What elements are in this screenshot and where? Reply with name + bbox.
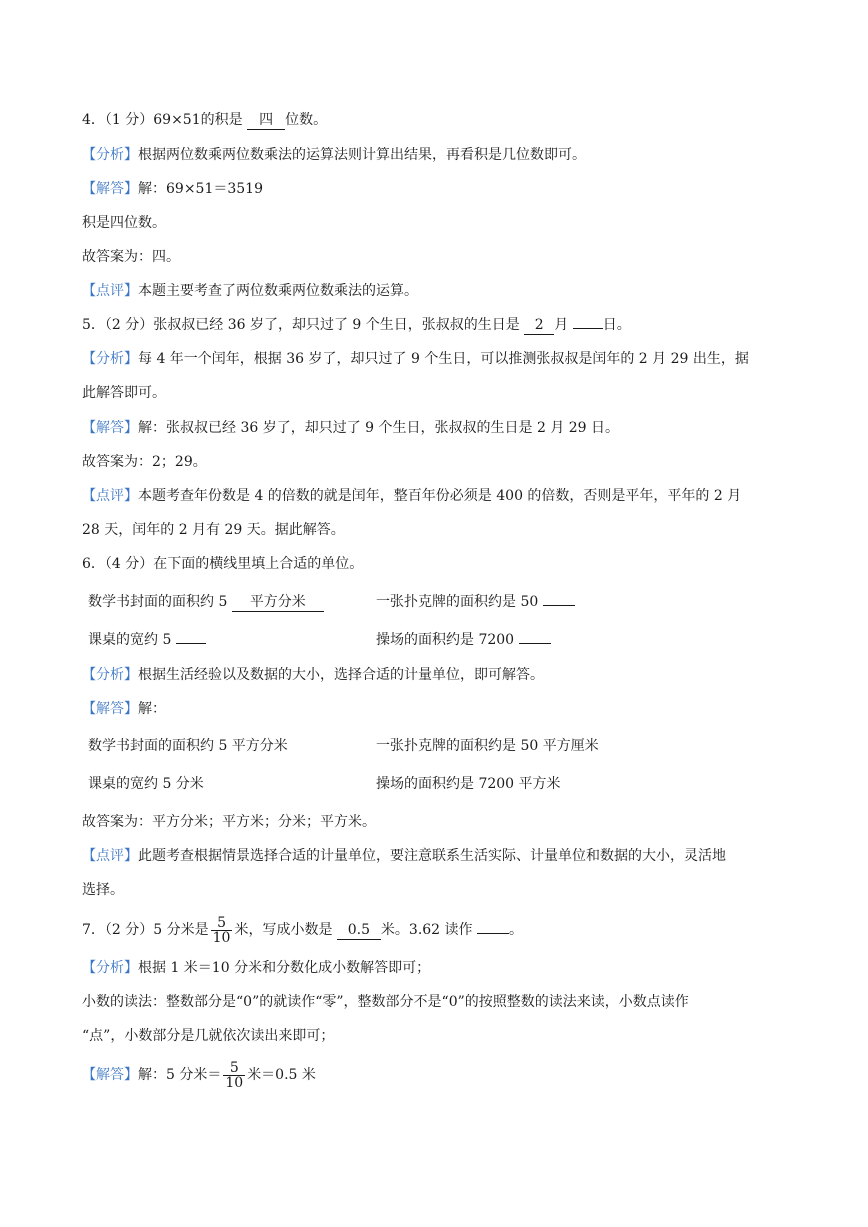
q5-analysis-line2: 此解答即可。 <box>82 385 166 401</box>
q4-solution: 【解答】解：69×51＝3519 <box>82 181 263 197</box>
q4-solution-line2: 积是四位数。 <box>82 215 166 231</box>
q6-sol-row1-right: 一张扑克牌的面积约是 50 平方厘米 <box>376 738 599 754</box>
q6-blank-book: 平方分米 <box>232 593 324 612</box>
q4-analysis: 【分析】根据两位数乘两位数乘法的运算法则计算出结果，再看积是几位数即可。 <box>82 147 586 163</box>
q6-comment-line2: 选择。 <box>82 882 124 898</box>
q6-sol-row2-right: 操场的面积约是 7200 平方米 <box>376 776 561 792</box>
q6-answer: 故答案为：平方分米；平方米；分米；平方米。 <box>82 814 376 830</box>
q6-solution: 【解答】解： <box>82 701 166 717</box>
q6-sol-row2-left: 课桌的宽约 5 分米 <box>88 776 204 792</box>
q6-blank-card <box>543 605 575 606</box>
q6-blank-field <box>519 643 551 644</box>
q4-answer: 故答案为：四。 <box>82 249 180 265</box>
q5-answer: 故答案为：2；29。 <box>82 454 207 470</box>
q5-blank-day <box>573 328 603 329</box>
q4-answer-blank: 四 <box>247 111 285 130</box>
q6-analysis: 【分析】根据生活经验以及数据的大小，选择合适的计量单位，即可解答。 <box>82 667 544 683</box>
q5-analysis: 【分析】每 4 年一个闰年，根据 36 岁了，却只过了 9 个生日，可以推测张叔叔是闰年的 2 月 29 出生，据 <box>82 351 749 367</box>
q4-stem: 4．（1 分）69×51的积是 四 位数。 <box>82 112 328 128</box>
q4-comment: 【点评】本题主要考查了两位数乘两位数乘法的运算。 <box>82 283 418 299</box>
q7-blank-reading <box>477 933 509 934</box>
q5-stem: 5．（2 分）张叔叔已经 36 岁了，却只过了 9 个生日，张叔叔的生日是 2 月 日。 <box>82 317 631 333</box>
q6-row1-right: 一张扑克牌的面积约是 50 <box>376 592 575 612</box>
q5-solution: 【解答】解：张叔叔已经 36 岁了，却只过了 9 个生日，张叔叔的生日是 2 月 29 日。 <box>82 420 620 436</box>
q6-row2-left: 课桌的宽约 5 <box>88 630 206 650</box>
q6-row1-left: 数学书封面的面积约 5 平方分米 <box>88 592 324 612</box>
q7-analysis: 【分析】根据 1 米＝10 分米和分数化成小数解答即可； <box>82 960 431 976</box>
q5-comment-line2: 28 天，闰年的 2 月有 29 天。据此解答。 <box>82 522 345 538</box>
q5-comment: 【点评】本题考查年份数是 4 的倍数的就是闰年，整百年份必须是 400 的倍数，否则是平年，平年的 2 月 <box>82 488 742 504</box>
q5-blank-month: 2 <box>524 316 554 335</box>
q7-stem: 7．（2 分）5 分米是 $\frac{5}{10}$ 米，写成小数是 0.5 米。3.62 读作 。 <box>82 914 523 946</box>
q6-comment: 【点评】此题考查根据情景选择合适的计量单位，要注意联系生活实际、计量单位和数据的大小，灵活地 <box>82 848 726 864</box>
q6-blank-desk <box>176 643 206 644</box>
q6-row2-right: 操场的面积约是 7200 <box>376 630 551 650</box>
q7-solution: 【解答】解：5 分米＝ $\frac{5}{10}$ 米＝0.5 米 <box>82 1059 316 1091</box>
q6-stem: 6．（4 分）在下面的横线里填上合适的单位。 <box>82 556 364 572</box>
q7-analysis-line3: “点”，小数部分是几就依次读出来即可； <box>82 1028 335 1044</box>
q7-blank-decimal: 0.5 <box>337 921 381 940</box>
q7-fraction: $\frac{5}{10}$ <box>212 914 231 946</box>
q7-solution-fraction: $\frac{5}{10}$ <box>225 1059 244 1091</box>
q7-analysis-line2: 小数的读法：整数部分是“0”的就读作“零”，整数部分不是“0”的按照整数的读法来读，小数点读作 <box>82 994 689 1010</box>
q6-sol-row1-left: 数学书封面的面积约 5 平方分米 <box>88 738 288 754</box>
